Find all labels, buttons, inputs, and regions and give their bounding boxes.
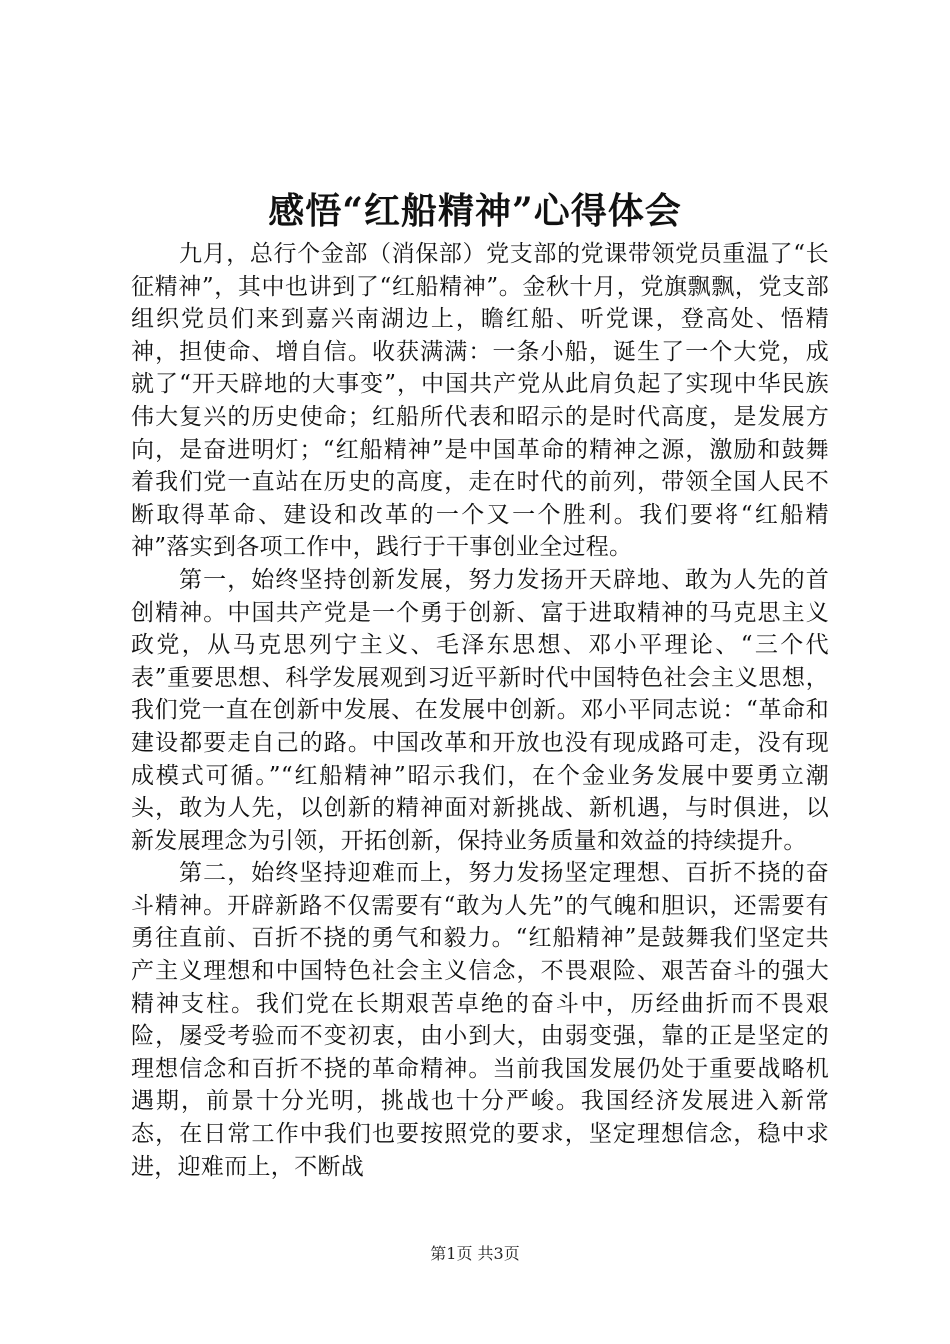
document-body — [131, 238, 829, 1183]
paragraph-second-point: 第二，始终坚持迎难而上，努力发扬坚定理想、百折不挠的奋斗精神。开辟新路不仅需要有“敢为人先”的气魄和胆识，还需要有勇往直前、百折不挠的勇气和毅力。“红船精神”是鼓舞我们坚定共产主义理想和中国特色社会主义信念，不畏艰险、艰苦奋斗的强大精神支柱。我们党在长期艰苦卓绝的奋斗中，历经曲折而不畏艰险，屡受考验而不变初衷，由小到大，由弱变强，靠的正是坚定的理想信念和百折不挠的革命精神。当前我国发展仍处于重要战略机遇期，前景十分光明，挑战也十分严峻。我国经济发展进入新常态，在日常工作中我们也要按照党的要求，坚定理想信念，稳中求进，迎难而上，不断战 — [131, 860, 829, 1180]
page-number-footer: 第1页 共3页 — [430, 1244, 520, 1263]
paragraph-intro: 九月，总行个金部（消保部）党支部的党课带领党员重温了“长征精神”，其中也讲到了“红船精神”。金秋十月，党旗飘飘，党支部组织党员们来到嘉兴南湖边上，瞻红船、听党课，登高处、悟精神，担使命、增自信。收获满满：一条小船，诞生了一个大党，成就了“开天辟地的大事变”，中国共产党从此肩负起了实现中华民族伟大复兴的历史使命；红船所代表和昭示的是时代高度，是发展方向，是奋进明灯；“红船精神”是中国革命的精神之源，激励和鼓舞着我们党一直站在历史的高度，走在时代的前列，带领全国人民不断取得革命、建设和改革的一个又一个胜利。我们要将“红船精神”落实到各项工作中，践行于干事创业全过程。 — [131, 241, 829, 561]
paragraph-first-point: 第一，始终坚持创新发展，努力发扬开天辟地、敢为人先的首创精神。中国共产党是一个勇于创新、富于进取精神的马克思主义政党，从马克思列宁主义、毛泽东思想、邓小平理论、“三个代表”重要思想、科学发展观到习近平新时代中国特色社会主义思想，我们党一直在创新中发展、在发展中创新。邓小平同志说：“革命和建设都要走自己的路。中国改革和开放也没有现成路可走，没有现成模式可循。”“红船精神”昭示我们，在个金业务发展中要勇立潮头，敢为人先，以创新的精神面对新挑战、新机遇，与时俱进，以新发展理念为引领，开拓创新，保持业务质量和效益的持续提升。 — [131, 566, 829, 854]
document-title: 感悟“红船精神”心得体会 — [268, 190, 682, 232]
